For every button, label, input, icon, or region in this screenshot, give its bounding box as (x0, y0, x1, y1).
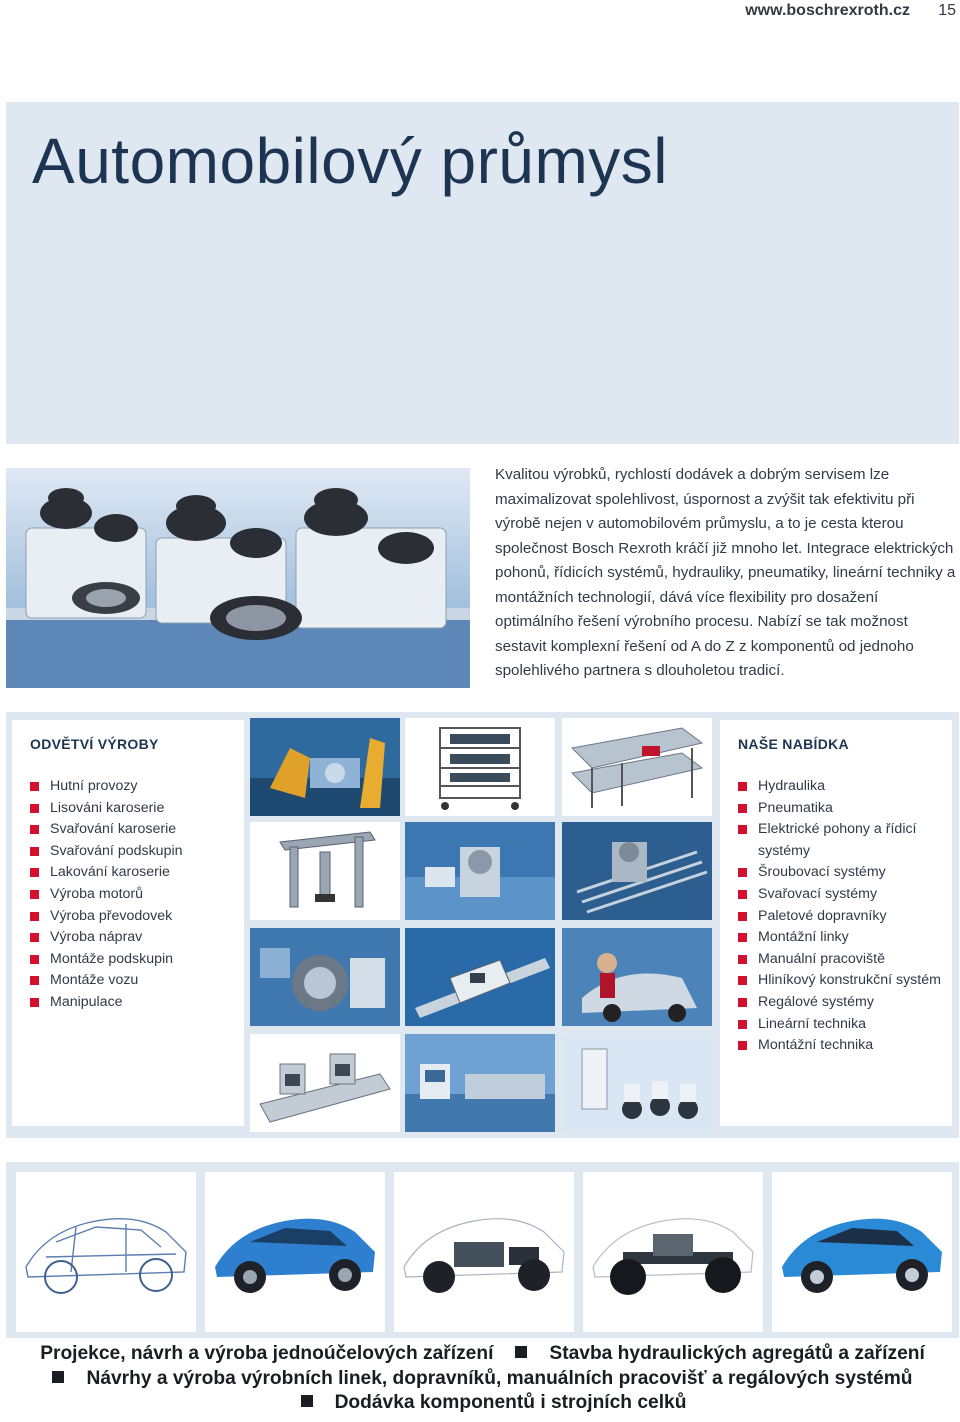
list-item: Lakování karoserie (30, 862, 183, 884)
car-finished-image (772, 1172, 952, 1332)
industry-sectors-box (12, 720, 244, 1126)
list-item: Svařování karoserie (30, 819, 183, 841)
list-item: Montáže podskupin (30, 949, 183, 971)
bullet-square-icon (30, 868, 39, 877)
service-item: Návrhy a výroba výrobních linek, dopravníků, manuálních pracovišť a regálových systémů (86, 1367, 913, 1389)
bullet-square-icon (738, 804, 747, 813)
service-item: Stavba hydraulických agregátů a zařízení (549, 1343, 925, 1364)
bullet-square-icon (738, 912, 747, 921)
bullet-square-icon (30, 890, 39, 899)
bullet-square-icon (30, 847, 39, 856)
list-item: Montážní technika (738, 1035, 948, 1057)
car-drivetrain-image (583, 1172, 763, 1332)
list-item: Šroubovací systémy (738, 862, 948, 884)
list-item: Svařovací systémy (738, 884, 948, 906)
separator-square-icon (52, 1371, 64, 1383)
rack-shelf-photo (405, 718, 555, 816)
list-item: Hutní provozy (30, 776, 183, 798)
bullet-square-icon (30, 782, 39, 791)
services-line-2 (6, 1367, 959, 1416)
header-url[interactable]: www.boschrexroth.cz (745, 2, 910, 19)
list-item: Výroba náprav (30, 927, 183, 949)
bullet-square-icon (30, 825, 39, 834)
list-item: Manipulace (30, 992, 183, 1014)
list-item: Svařování podskupin (30, 841, 183, 863)
list-item: Lineární technika (738, 1014, 948, 1036)
bullet-square-icon (738, 998, 747, 1007)
industry-sectors-list (30, 776, 183, 1014)
hydraulic-unit-photo (405, 822, 555, 920)
list-item: Výroba převodovek (30, 906, 183, 928)
services-summary (6, 1342, 959, 1416)
bullet-square-icon (30, 955, 39, 964)
linear-guide-photo (405, 928, 555, 1026)
list-item: Výroba motorů (30, 884, 183, 906)
list-item: Pneumatika (738, 798, 948, 820)
service-item: Dodávka komponentů i strojních celků (334, 1392, 687, 1413)
bullet-square-icon (738, 1041, 747, 1050)
list-item: Hliníkový konstrukční systém (738, 970, 948, 992)
title-banner (6, 102, 959, 444)
separator-square-icon (301, 1395, 313, 1407)
list-item: Paletové dopravníky (738, 906, 948, 928)
bullet-square-icon (738, 868, 747, 877)
conveyor-system-photo (562, 718, 712, 816)
page-title: Automobilový průmysl (32, 125, 668, 197)
production-line-photo (405, 1034, 555, 1132)
list-item: Montáže vozu (30, 970, 183, 992)
bullet-square-icon (30, 933, 39, 942)
bullet-square-icon (738, 825, 747, 834)
robot-welding-line-photo (250, 718, 400, 816)
car-chassis-image (394, 1172, 574, 1332)
gearbox-assembly-photo (6, 468, 470, 688)
roller-conveyor-photo (562, 822, 712, 920)
assembly-line-photo (250, 1034, 400, 1132)
bullet-square-icon (738, 976, 747, 985)
service-item: Projekce, návrh a výroba jednoúčelových zařízení (40, 1343, 494, 1364)
car-blue-model-image (205, 1172, 385, 1332)
engine-assembly-photo (250, 928, 400, 1026)
bullet-square-icon (738, 933, 747, 942)
list-item: Elektrické pohony a řídicí systémy (738, 819, 948, 862)
list-item: Lisováni karoserie (30, 798, 183, 820)
car-assembly-worker-photo (562, 928, 712, 1026)
gantry-handling-photo (250, 822, 400, 920)
our-offer-list (738, 776, 948, 1057)
bullet-square-icon (30, 804, 39, 813)
list-item: Hydraulika (738, 776, 948, 798)
bullet-square-icon (30, 912, 39, 921)
our-offer-box (720, 720, 952, 1126)
bullet-square-icon (738, 1020, 747, 1029)
bullet-square-icon (30, 998, 39, 1007)
our-offer-title: NAŠE NABÍDKA (738, 736, 849, 752)
bullet-square-icon (738, 782, 747, 791)
list-item: Regálové systémy (738, 992, 948, 1014)
services-line-1 (6, 1342, 959, 1367)
drives-and-controls-photo (562, 1034, 712, 1132)
bullet-square-icon (30, 976, 39, 985)
page-number: 15 (938, 2, 956, 19)
bullet-square-icon (738, 955, 747, 964)
intro-paragraph: Kvalitou výrobků, rychlostí dodávek a dobrým servisem lze maximalizovat spolehlivost, úspornost a zvýšit tak efektivitu při výrobě nejen v automobilovém průmyslu, a to je cesta kterou společnost Bosch Rexroth kráčí již mnoho let. Integrace elektrických pohonů, řídicích systémů, hydrauliky, pneumatiky, lineární techniky a montážních technologií, dává více flexibility pro dosažení optimálního řešení výrobního procesu. Nabízí se tak možnost sestavit komplexní řešení od A do Z z komponentů od jednoho spolehlivého partnera s dlouholetou tradicí. (495, 466, 956, 679)
separator-square-icon (515, 1346, 527, 1358)
list-item: Manuální pracoviště (738, 949, 948, 971)
bullet-square-icon (738, 890, 747, 899)
list-item: Montážní linky (738, 927, 948, 949)
car-wireframe-image (16, 1172, 196, 1332)
industry-sectors-title: ODVĚTVÍ VÝROBY (30, 736, 159, 752)
